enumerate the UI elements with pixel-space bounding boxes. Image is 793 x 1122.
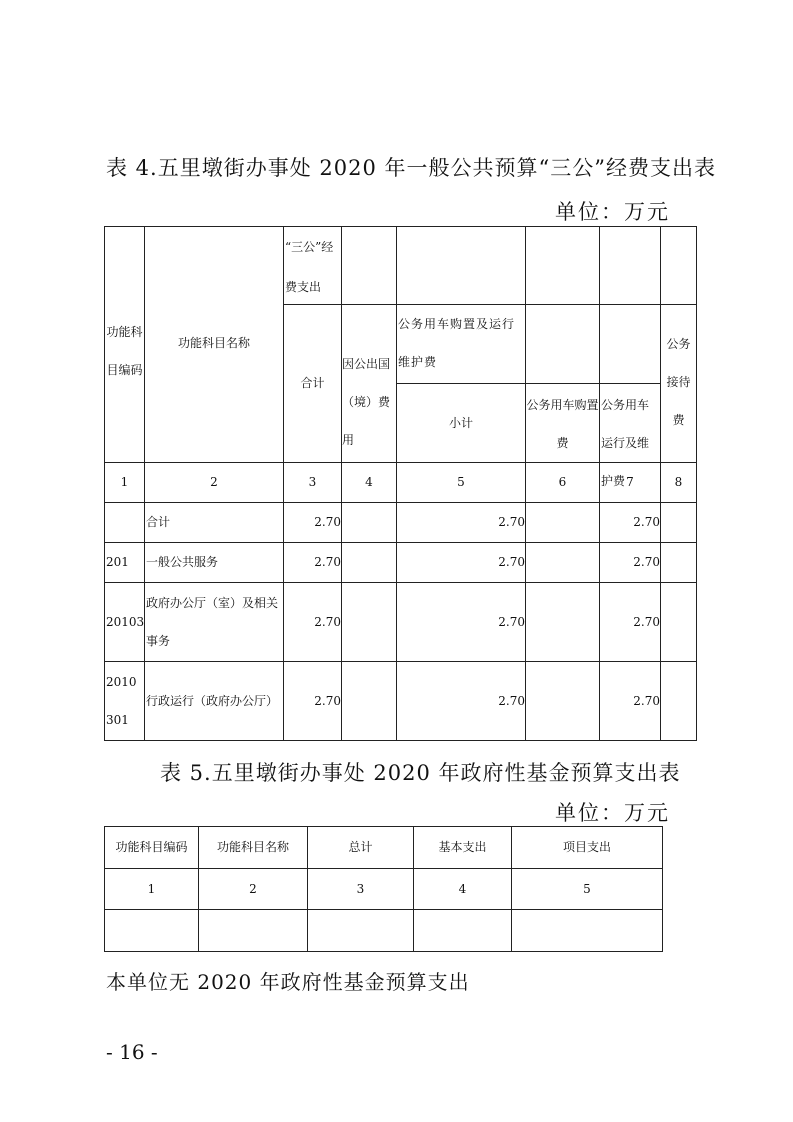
row-abroad (341, 502, 397, 543)
row-car-run: 2.70 (599, 542, 661, 583)
header-empty-a7 (599, 226, 661, 305)
table4-unit: 单位：万元 (555, 200, 670, 224)
index-cell: 6 (525, 462, 600, 503)
index-cell: 7 (599, 462, 661, 503)
header-empty-a8 (660, 226, 697, 305)
header-code: 功能科目编码 (104, 226, 145, 463)
row-reception (660, 502, 697, 543)
t5-header-code: 功能科目编码 (104, 826, 199, 869)
t5-index-cell: 1 (104, 868, 199, 910)
row-code: 201 (104, 542, 145, 583)
t5-header-name: 功能科目名称 (198, 826, 308, 869)
t5-index-cell: 5 (511, 868, 663, 910)
row-code: 2010301 (104, 661, 145, 741)
t5-data-cell (511, 909, 663, 952)
row-car-run: 2.70 (599, 582, 661, 662)
index-cell: 1 (104, 462, 145, 503)
header-empty-a5 (396, 226, 526, 305)
row-reception (660, 582, 697, 662)
t5-data-cell (198, 909, 308, 952)
header-total: 合计 (283, 304, 342, 463)
row-car-run: 2.70 (599, 661, 661, 741)
row-name: 行政运行（政府办公厅） (144, 661, 284, 741)
row-car-purchase (525, 582, 600, 662)
row-total: 2.70 (283, 502, 342, 543)
header-abroad: 因公出国（境）费用 (341, 304, 397, 463)
row-reception (660, 661, 697, 741)
row-subtotal: 2.70 (396, 661, 526, 741)
row-reception (660, 542, 697, 583)
row-car-purchase (525, 661, 600, 741)
row-subtotal: 2.70 (396, 542, 526, 583)
t5-index-cell: 3 (307, 868, 414, 910)
header-empty-a4 (341, 226, 397, 305)
row-name: 合计 (144, 502, 284, 543)
t5-data-cell (413, 909, 512, 952)
row-abroad (341, 661, 397, 741)
row-name: 政府办公厅（室）及相关事务 (144, 582, 284, 662)
index-cell: 5 (396, 462, 526, 503)
table5-unit: 单位：万元 (555, 801, 670, 825)
header-empty-a6 (525, 226, 600, 305)
header-subtotal: 小计 (396, 383, 526, 463)
header-empty-b6 (525, 304, 600, 384)
t5-header-total: 总计 (307, 826, 414, 869)
no-fund-note: 本单位无 2020 年政府性基金预算支出 (106, 970, 470, 994)
t5-header-project: 项目支出 (511, 826, 663, 869)
header-sangong: “三公”经费支出 (283, 226, 342, 305)
row-code: 20103 (104, 582, 145, 662)
t5-header-basic: 基本支出 (413, 826, 512, 869)
row-total: 2.70 (283, 542, 342, 583)
row-total: 2.70 (283, 661, 342, 741)
row-abroad (341, 542, 397, 583)
t5-index-cell: 4 (413, 868, 512, 910)
header-car-run: 公务用车运行及维护费 (599, 383, 661, 463)
row-car-run: 2.70 (599, 502, 661, 543)
row-subtotal: 2.70 (396, 502, 526, 543)
t5-index-cell: 2 (198, 868, 308, 910)
header-car: 公务用车购置及运行维护费 (396, 304, 526, 384)
table4-title: 表 4.五里墩街办事处 2020 年一般公共预算“三公”经费支出表 (106, 156, 716, 180)
row-total: 2.70 (283, 582, 342, 662)
row-car-purchase (525, 502, 600, 543)
header-reception: 公务接待费 (660, 304, 697, 463)
row-car-purchase (525, 542, 600, 583)
row-abroad (341, 582, 397, 662)
row-subtotal: 2.70 (396, 582, 526, 662)
header-name: 功能科目名称 (144, 226, 284, 463)
row-name: 一般公共服务 (144, 542, 284, 583)
index-cell: 8 (660, 462, 697, 503)
table5-title: 表 5.五里墩街办事处 2020 年政府性基金预算支出表 (160, 761, 681, 785)
header-empty-b7 (599, 304, 661, 384)
index-cell: 3 (283, 462, 342, 503)
index-cell: 4 (341, 462, 397, 503)
header-car-purchase: 公务用车购置费 (525, 383, 600, 463)
t5-data-cell (104, 909, 199, 952)
row-code (104, 502, 145, 543)
t5-data-cell (307, 909, 414, 952)
index-cell: 2 (144, 462, 284, 503)
page-number: - 16 - (106, 1040, 158, 1064)
